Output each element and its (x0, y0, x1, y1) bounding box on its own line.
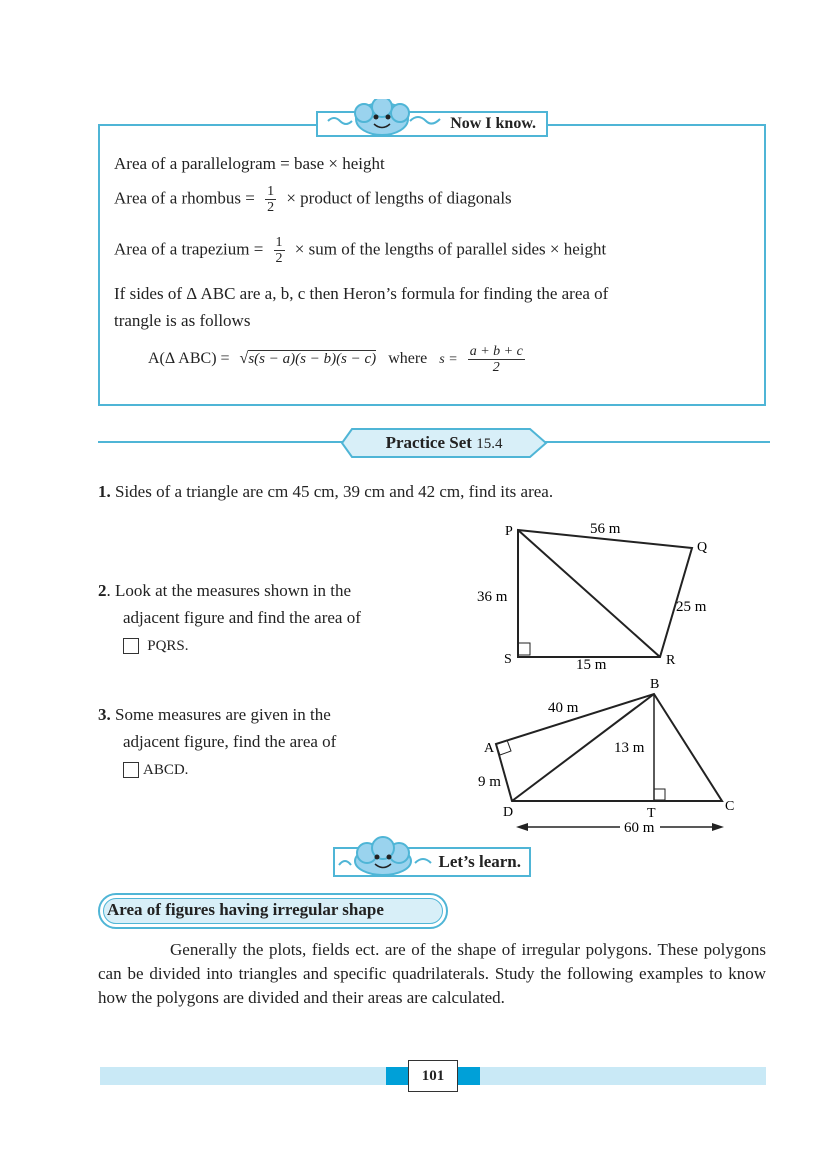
question-2-line2: adjacent figure and find the area of (123, 608, 361, 627)
figure-pqrs (470, 515, 730, 675)
trapezium-prefix: Area of a trapezium = (114, 239, 264, 259)
trapezium-suffix: × sum of the lengths of parallel sides × height (294, 239, 607, 259)
vertex-b: B (650, 677, 660, 692)
question-1-number: 1. (98, 482, 111, 501)
section-paragraph (98, 938, 766, 1010)
fraction-denominator: 2 (275, 251, 283, 266)
question-2-line1: . Look at the measures shown in the (106, 581, 352, 600)
side-ab-label: 40 m (548, 700, 579, 716)
side-ps-label: 36 m (477, 589, 508, 605)
lets-learn-title: Let’s learn. (438, 852, 521, 871)
side-pq-label: 56 m (590, 521, 621, 537)
sqrt-symbol: √ (239, 350, 249, 368)
section-heading: Area of figures having irregular shape (107, 900, 384, 919)
now-i-know-title: Now I know. (450, 115, 536, 132)
altitude-bt-label: 13 m (614, 740, 645, 756)
half-fraction (265, 184, 276, 215)
section-paragraph-text: Generally the plots, fields ect. are of the shape of irregular polygons. These polygons can be divided into triangles and specific quadrilaterals. Study the following examples to know how the polygons are divided and their areas are calculated. (98, 940, 766, 1007)
question-2-number: 2 (98, 581, 107, 600)
heron-intro-line1: If sides of Δ ABC are a, b, c then Heron’s formula for finding the area of (114, 284, 609, 303)
question-2 (98, 577, 428, 660)
vertex-p: P (505, 524, 513, 539)
figure-abcd (470, 672, 745, 842)
heron-s-fraction (468, 344, 525, 375)
pqrs-outline (518, 530, 692, 657)
parallelogram-formula: Area of a parallelogram = base × height (114, 154, 385, 173)
vertex-d: D (503, 805, 514, 820)
pqrs-diagonal-pr (518, 530, 660, 657)
question-3-line1: Some measures are given in the (115, 705, 331, 724)
side-qr-label: 25 m (676, 599, 707, 615)
question-1-text: Sides of a triangle are cm 45 cm, 39 cm and 42 cm, find its area. (115, 482, 554, 501)
side-dc-label: 60 m (624, 820, 655, 836)
rhombus-suffix: × product of lengths of diagonals (286, 188, 512, 208)
arrow-right-icon (712, 823, 724, 831)
rhombus-formula (114, 184, 512, 215)
now-i-know-tab (316, 111, 548, 137)
abcd-outline (496, 694, 722, 801)
arrow-left-icon (516, 823, 528, 831)
vertex-t: T (647, 806, 656, 821)
heron-where: where (388, 350, 428, 368)
vertex-a: A (484, 741, 495, 756)
page-number: 101 (408, 1060, 458, 1092)
heron-intro-line2: trangle is as follows (114, 311, 251, 330)
practice-number: 15.4 (476, 436, 503, 452)
cloud-mascot-icon (324, 99, 446, 139)
right-angle-icon (518, 643, 530, 655)
practice-title-text: Practice Set (385, 433, 472, 452)
quadrilateral-symbol-icon (123, 762, 139, 778)
question-3 (98, 701, 420, 784)
vertex-s: S (504, 652, 512, 667)
vertex-q: Q (697, 540, 708, 555)
fraction-numerator: 1 (275, 235, 283, 250)
cloud-mascot-icon (337, 835, 433, 879)
side-sr-label: 15 m (576, 657, 607, 673)
half-fraction (274, 235, 285, 266)
right-angle-icon (654, 789, 665, 800)
lets-learn-tab (333, 847, 531, 877)
trapezium-formula (114, 235, 606, 266)
vertex-c: C (725, 799, 735, 814)
quadrilateral-symbol-icon (123, 638, 139, 654)
heron-s-numerator: a + b + c (469, 344, 523, 359)
question-3-line2: adjacent figure, find the area of (123, 732, 337, 751)
heron-formula (148, 344, 531, 375)
side-ad-label: 9 m (478, 774, 501, 790)
question-3-number: 3. (98, 705, 111, 724)
heron-s-label: s = (439, 352, 458, 368)
practice-title (340, 433, 548, 453)
question-3-line3: ABCD. (143, 762, 189, 778)
fraction-denominator: 2 (267, 200, 275, 215)
question-2-line3: PQRS. (147, 638, 189, 654)
fraction-numerator: 1 (267, 184, 275, 199)
heron-lhs: A(Δ ABC) = (148, 350, 230, 368)
heron-radicand: s(s − a)(s − b)(s − c) (248, 351, 377, 368)
question-1 (98, 478, 718, 505)
section-heading-pill (98, 893, 448, 929)
rhombus-prefix: Area of a rhombus = (114, 188, 255, 208)
vertex-r: R (666, 653, 676, 668)
heron-s-denominator: 2 (492, 360, 500, 375)
